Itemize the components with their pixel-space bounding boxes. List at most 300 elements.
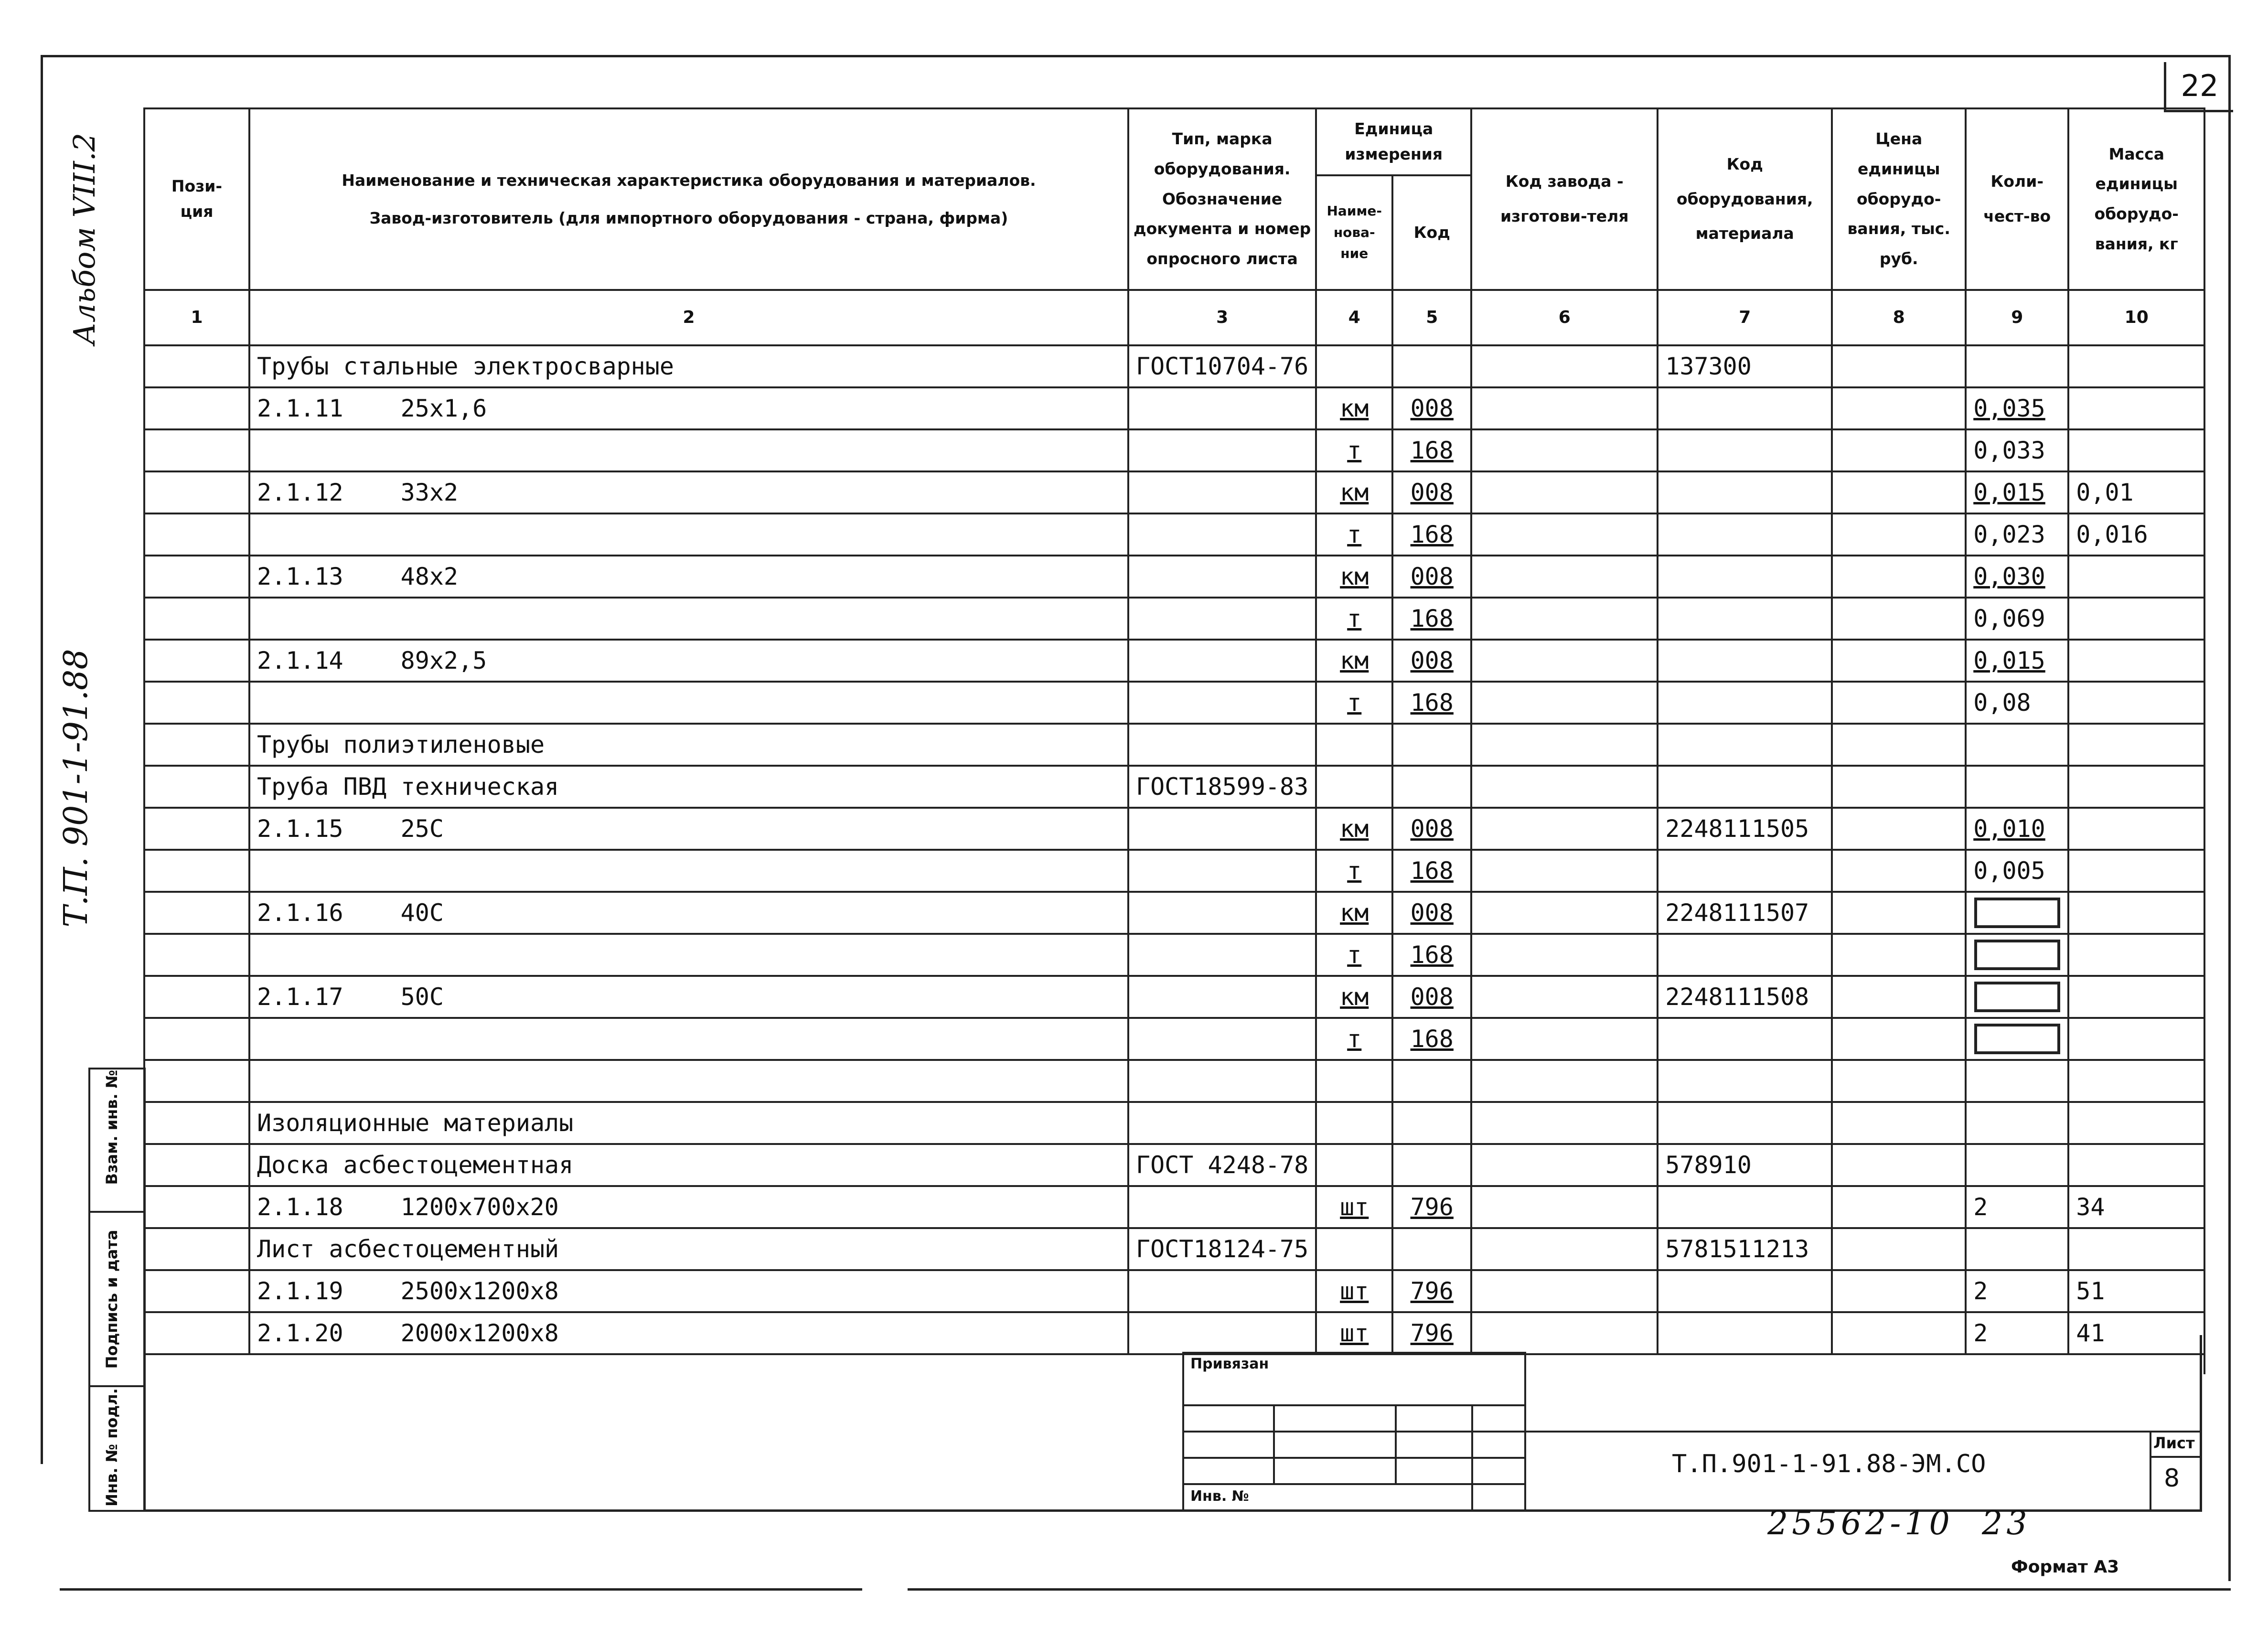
item-name: Трубы полиэтиленовые (257, 731, 545, 759)
plant-code-cell (1471, 429, 1658, 471)
quantity-value: 2 (1973, 1193, 1988, 1221)
unit-code-cell (1392, 1228, 1471, 1270)
table-row (144, 1270, 2204, 1312)
name-cell (249, 640, 1128, 682)
material-code-cell (1658, 1060, 1832, 1102)
col-number: 4 (1316, 290, 1392, 345)
item-size: 40С (400, 899, 444, 927)
unit-name-cell (1316, 892, 1392, 934)
position-cell (144, 1228, 249, 1270)
unit-name-value: км (1340, 563, 1369, 590)
side-stamp-inv: Инв. № подл. (103, 1388, 121, 1507)
material-code-value: 137300 (1665, 353, 1752, 380)
item-size: 2000x1200x8 (400, 1319, 559, 1347)
empty-quantity-box (1974, 898, 2060, 928)
name-cell (249, 724, 1128, 766)
material-code-cell (1658, 1270, 1832, 1312)
side-stamp-podpis: Подпись и дата (103, 1230, 121, 1369)
unit-name-cell (1316, 1228, 1392, 1270)
document-value: ГОСТ10704-76 (1136, 353, 1309, 380)
stamp-line (1182, 1457, 1526, 1459)
unit-code-cell (1392, 598, 1471, 640)
project-code-vertical: Т.П. 901-1-91.88 (57, 649, 95, 928)
position-cell (144, 345, 249, 387)
unit-name-cell (1316, 471, 1392, 513)
unit-code-value: 168 (1410, 437, 1454, 464)
document-value: ГОСТ18124-75 (1136, 1235, 1309, 1263)
quantity-cell (1966, 345, 2068, 387)
quantity-cell (1966, 556, 2068, 598)
table-row (144, 1060, 2204, 1102)
unit-code-cell (1392, 387, 1471, 429)
quantity-cell (1966, 598, 2068, 640)
quantity-value: 0,069 (1973, 605, 2045, 632)
material-code-cell (1658, 471, 1832, 513)
item-position: 2.1.11 (257, 395, 343, 422)
material-code-cell (1658, 808, 1832, 850)
inv-no-label: Инв. № (1190, 1488, 1249, 1505)
unit-code-value: 168 (1410, 857, 1454, 885)
unit-code-cell (1392, 513, 1471, 556)
format-label: Формат А3 (2011, 1557, 2119, 1577)
position-cell (144, 640, 249, 682)
plant-code-cell (1471, 387, 1658, 429)
unit-code-value: 168 (1410, 941, 1454, 969)
price-cell (1832, 513, 1966, 556)
unit-code-cell (1392, 682, 1471, 724)
position-cell (144, 556, 249, 598)
material-code-cell (1658, 556, 1832, 598)
plant-code-cell (1471, 682, 1658, 724)
material-code-cell (1658, 1144, 1832, 1186)
price-cell (1832, 640, 1966, 682)
mass-cell (2068, 1228, 2204, 1270)
quantity-value: 0,010 (1973, 815, 2045, 843)
unit-name-value: шт (1340, 1277, 1369, 1305)
unit-code-value: 008 (1410, 563, 1454, 590)
header-position: Пози- ция (144, 108, 249, 290)
mass-value: 41 (2076, 1319, 2105, 1347)
name-cell (249, 471, 1128, 513)
name-cell (249, 850, 1128, 892)
stamp-vline (1395, 1404, 1397, 1483)
plant-code-cell (1471, 808, 1658, 850)
plant-code-cell (1471, 1060, 1658, 1102)
plant-code-cell (1471, 1270, 1658, 1312)
unit-code-value: 796 (1410, 1277, 1454, 1305)
document-designation: Т.П.901-1-91.88-ЭМ.СО (1672, 1450, 1986, 1478)
side-stamp-divider (88, 1385, 146, 1387)
item-size: 25С (400, 815, 444, 843)
position-cell (144, 766, 249, 808)
mass-cell (2068, 892, 2204, 934)
unit-name-cell (1316, 345, 1392, 387)
unit-name-value: км (1340, 983, 1369, 1011)
unit-code-cell (1392, 850, 1471, 892)
mass-cell (2068, 934, 2204, 976)
mass-cell (2068, 766, 2204, 808)
table-row (144, 1018, 2204, 1060)
item-position: 2.1.15 (257, 815, 343, 843)
item-size: 1200x700x20 (400, 1193, 559, 1221)
table-row (144, 892, 2204, 934)
plant-code-cell (1471, 345, 1658, 387)
unit-name-cell (1316, 598, 1392, 640)
document-cell (1128, 1018, 1316, 1060)
price-cell (1832, 724, 1966, 766)
table-row (144, 556, 2204, 598)
position-cell (144, 429, 249, 471)
document-cell (1128, 1186, 1316, 1228)
header-material-code: Код оборудования, материала (1658, 108, 1832, 290)
table-row (144, 640, 2204, 682)
name-cell (249, 1228, 1128, 1270)
table-row (144, 1102, 2204, 1144)
list-number: 8 (2164, 1464, 2180, 1493)
item-size: 25x1,6 (400, 395, 487, 422)
stamp-vline (1471, 1404, 1473, 1512)
privyazan-label: Привязан (1190, 1356, 1269, 1372)
unit-code-value: 168 (1410, 521, 1454, 548)
item-name: Труба ПВД техническая (257, 773, 559, 801)
plant-code-cell (1471, 598, 1658, 640)
mass-value: 51 (2076, 1277, 2105, 1305)
position-cell (144, 1186, 249, 1228)
price-cell (1832, 850, 1966, 892)
price-cell (1832, 1018, 1966, 1060)
table-row (144, 1186, 2204, 1228)
plant-code-cell (1471, 471, 1658, 513)
unit-code-cell (1392, 640, 1471, 682)
unit-code-value: 796 (1410, 1193, 1454, 1221)
position-cell (144, 682, 249, 724)
item-position: 2.1.19 (257, 1277, 343, 1305)
stamp-line (1182, 1431, 1526, 1433)
name-cell (249, 682, 1128, 724)
unit-code-cell (1392, 976, 1471, 1018)
material-code-cell (1658, 724, 1832, 766)
unit-code-cell (1392, 766, 1471, 808)
document-cell (1128, 934, 1316, 976)
document-cell (1128, 808, 1316, 850)
quantity-cell (1966, 766, 2068, 808)
document-value: ГОСТ18599-83 (1136, 773, 1309, 801)
unit-name-cell (1316, 850, 1392, 892)
name-cell (249, 513, 1128, 556)
unit-name-cell (1316, 640, 1392, 682)
mass-cell (2068, 640, 2204, 682)
specification-table (143, 107, 2205, 1374)
plant-code-cell (1471, 556, 1658, 598)
header-unit-name: Наиме-нова-ние (1316, 175, 1392, 290)
plant-code-cell (1471, 850, 1658, 892)
plant-code-cell (1471, 640, 1658, 682)
material-code-cell (1658, 976, 1832, 1018)
unit-code-cell (1392, 1060, 1471, 1102)
unit-code-cell (1392, 556, 1471, 598)
position-cell (144, 1018, 249, 1060)
quantity-cell (1966, 724, 2068, 766)
mass-cell (2068, 724, 2204, 766)
unit-code-cell (1392, 1144, 1471, 1186)
col-number: 7 (1658, 290, 1832, 345)
header-price: Цена единицы оборудо-вания, тыс. руб. (1832, 108, 1966, 290)
document-cell (1128, 345, 1316, 387)
unit-name-cell (1316, 1144, 1392, 1186)
unit-name-cell (1316, 766, 1392, 808)
unit-code-cell (1392, 892, 1471, 934)
unit-name-value: км (1340, 647, 1369, 674)
material-code-cell (1658, 892, 1832, 934)
plant-code-cell (1471, 892, 1658, 934)
document-cell (1128, 471, 1316, 513)
quantity-value: 2 (1973, 1277, 1988, 1305)
name-cell (249, 808, 1128, 850)
material-code-value: 5781511213 (1665, 1235, 1809, 1263)
unit-name-cell (1316, 1018, 1392, 1060)
price-cell (1832, 556, 1966, 598)
quantity-cell (1966, 1186, 2068, 1228)
item-position: 2.1.17 (257, 983, 343, 1011)
price-cell (1832, 1228, 1966, 1270)
unit-code-value: 008 (1410, 815, 1454, 843)
material-code-cell (1658, 682, 1832, 724)
material-code-cell (1658, 513, 1832, 556)
mass-cell (2068, 1186, 2204, 1228)
left-rule (41, 55, 43, 1464)
position-cell (144, 598, 249, 640)
bottom-rule-right (908, 1588, 2231, 1591)
mass-cell (2068, 513, 2204, 556)
unit-code-cell (1392, 345, 1471, 387)
stamp-vline (1273, 1404, 1275, 1483)
table-row (144, 345, 2204, 387)
unit-code-value: 008 (1410, 899, 1454, 927)
material-code-cell (1658, 1102, 1832, 1144)
plant-code-cell (1471, 1186, 1658, 1228)
position-cell (144, 850, 249, 892)
quantity-value: 0,08 (1973, 689, 2031, 716)
name-cell (249, 429, 1128, 471)
quantity-cell (1966, 976, 2068, 1018)
price-cell (1832, 1060, 1966, 1102)
item-name: Трубы стальные электросварные (257, 353, 674, 380)
quantity-cell (1966, 429, 2068, 471)
unit-code-value: 168 (1410, 689, 1454, 716)
unit-code-cell (1392, 808, 1471, 850)
table-row (144, 766, 2204, 808)
quantity-value: 2 (1973, 1319, 1988, 1347)
document-cell (1128, 513, 1316, 556)
mass-cell (2068, 1144, 2204, 1186)
price-cell (1832, 1102, 1966, 1144)
document-cell (1128, 976, 1316, 1018)
mass-value: 34 (2076, 1193, 2105, 1221)
unit-name-cell (1316, 1102, 1392, 1144)
unit-code-cell (1392, 1186, 1471, 1228)
document-value: ГОСТ 4248-78 (1136, 1151, 1309, 1179)
item-name: Лист асбестоцементный (257, 1235, 559, 1263)
price-cell (1832, 1144, 1966, 1186)
table-row (144, 598, 2204, 640)
item-position: 2.1.16 (257, 899, 343, 927)
quantity-cell (1966, 850, 2068, 892)
header-mass: Масса единицы оборудо-вания, кг (2068, 108, 2204, 290)
document-cell (1128, 724, 1316, 766)
price-cell (1832, 471, 1966, 513)
price-cell (1832, 682, 1966, 724)
table-row (144, 1144, 2204, 1186)
document-cell (1128, 1270, 1316, 1312)
unit-name-cell (1316, 1186, 1392, 1228)
unit-code-cell (1392, 1102, 1471, 1144)
price-cell (1832, 429, 1966, 471)
quantity-cell (1966, 513, 2068, 556)
quantity-cell (1966, 1270, 2068, 1312)
item-position: 2.1.14 (257, 647, 343, 674)
quantity-value: 0,005 (1973, 857, 2045, 885)
table-row (144, 513, 2204, 556)
mass-cell (2068, 1060, 2204, 1102)
plant-code-cell (1471, 1228, 1658, 1270)
price-cell (1832, 976, 1966, 1018)
list-divider (2150, 1456, 2202, 1458)
material-code-cell (1658, 850, 1832, 892)
name-cell (249, 1102, 1128, 1144)
empty-quantity-box (1974, 1024, 2060, 1054)
unit-name-value: т (1347, 689, 1362, 716)
unit-name-value: т (1347, 941, 1362, 969)
item-size: 89x2,5 (400, 647, 487, 674)
position-cell (144, 976, 249, 1018)
unit-name-value: т (1347, 857, 1362, 885)
unit-code-cell (1392, 934, 1471, 976)
material-code-cell (1658, 934, 1832, 976)
quantity-cell (1966, 640, 2068, 682)
unit-name-value: т (1347, 437, 1362, 464)
table-row (144, 682, 2204, 724)
position-cell (144, 513, 249, 556)
plant-code-cell (1471, 976, 1658, 1018)
unit-code-value: 008 (1410, 395, 1454, 422)
unit-name-cell (1316, 976, 1392, 1018)
document-cell (1128, 387, 1316, 429)
mass-cell (2068, 808, 2204, 850)
stamp-line (1182, 1404, 1526, 1406)
name-cell (249, 766, 1128, 808)
material-code-value: 2248111507 (1665, 899, 1809, 927)
price-cell (1832, 1270, 1966, 1312)
table-row (144, 429, 2204, 471)
material-code-value: 2248111505 (1665, 815, 1809, 843)
name-cell (249, 1186, 1128, 1228)
material-code-cell (1658, 640, 1832, 682)
price-cell (1832, 345, 1966, 387)
name-cell (249, 892, 1128, 934)
name-cell (249, 387, 1128, 429)
material-code-cell (1658, 1228, 1832, 1270)
quantity-cell (1966, 892, 2068, 934)
quantity-cell (1966, 682, 2068, 724)
unit-name-value: т (1347, 605, 1362, 632)
price-cell (1832, 387, 1966, 429)
unit-code-value: 008 (1410, 479, 1454, 506)
document-cell (1128, 1102, 1316, 1144)
quantity-value: 0,035 (1973, 395, 2045, 422)
side-stamp-divider (88, 1211, 146, 1213)
table-row (144, 934, 2204, 976)
mass-cell (2068, 850, 2204, 892)
material-code-cell (1658, 429, 1832, 471)
name-cell (249, 1018, 1128, 1060)
table-row (144, 850, 2204, 892)
position-cell (144, 892, 249, 934)
quantity-cell (1966, 1102, 2068, 1144)
table-row (144, 387, 2204, 429)
position-cell (144, 808, 249, 850)
title-block-frame (143, 1335, 2202, 1512)
item-size: 48x2 (400, 563, 459, 590)
item-name: Доска асбестоцементная (257, 1151, 574, 1179)
mass-value: 0,016 (2076, 521, 2148, 548)
quantity-value: 0,015 (1973, 647, 2045, 674)
header-type: Тип, марка оборудования. Обозначение документа и номер опросного листа (1128, 108, 1316, 290)
unit-name-cell (1316, 724, 1392, 766)
name-cell (249, 345, 1128, 387)
name-cell (249, 598, 1128, 640)
title-line (1526, 1431, 2202, 1433)
unit-code-cell (1392, 1270, 1471, 1312)
material-code-cell (1658, 1018, 1832, 1060)
unit-name-value: шт (1340, 1319, 1369, 1347)
mass-cell (2068, 387, 2204, 429)
document-cell (1128, 682, 1316, 724)
unit-name-cell (1316, 934, 1392, 976)
plant-code-cell (1471, 766, 1658, 808)
unit-code-cell (1392, 724, 1471, 766)
table-row (144, 724, 2204, 766)
unit-name-cell (1316, 429, 1392, 471)
col-number: 9 (1966, 290, 2068, 345)
plant-code-cell (1471, 1144, 1658, 1186)
mass-cell (2068, 598, 2204, 640)
unit-name-cell (1316, 556, 1392, 598)
mass-cell (2068, 471, 2204, 513)
document-cell (1128, 766, 1316, 808)
item-position: 2.1.18 (257, 1193, 343, 1221)
archive-number: 25562-10 23 (1767, 1505, 2031, 1542)
plant-code-cell (1471, 1018, 1658, 1060)
position-cell (144, 471, 249, 513)
unit-name-cell (1316, 513, 1392, 556)
unit-name-cell (1316, 387, 1392, 429)
unit-name-value: шт (1340, 1193, 1369, 1221)
item-size: 50С (400, 983, 444, 1011)
header-plant-code: Код завода - изготови-теля (1471, 108, 1658, 290)
price-cell (1832, 1186, 1966, 1228)
unit-name-value: км (1340, 395, 1369, 422)
mass-cell (2068, 345, 2204, 387)
item-position: 2.1.13 (257, 563, 343, 590)
item-position: 2.1.12 (257, 479, 343, 506)
quantity-value: 0,023 (1973, 521, 2045, 548)
quantity-cell (1966, 1228, 2068, 1270)
header-unit-code: Код (1392, 175, 1471, 290)
side-stamp-vzam: Взам. инв. № (103, 1069, 121, 1185)
col-number: 2 (249, 290, 1128, 345)
quantity-cell (1966, 934, 2068, 976)
material-code-cell (1658, 387, 1832, 429)
